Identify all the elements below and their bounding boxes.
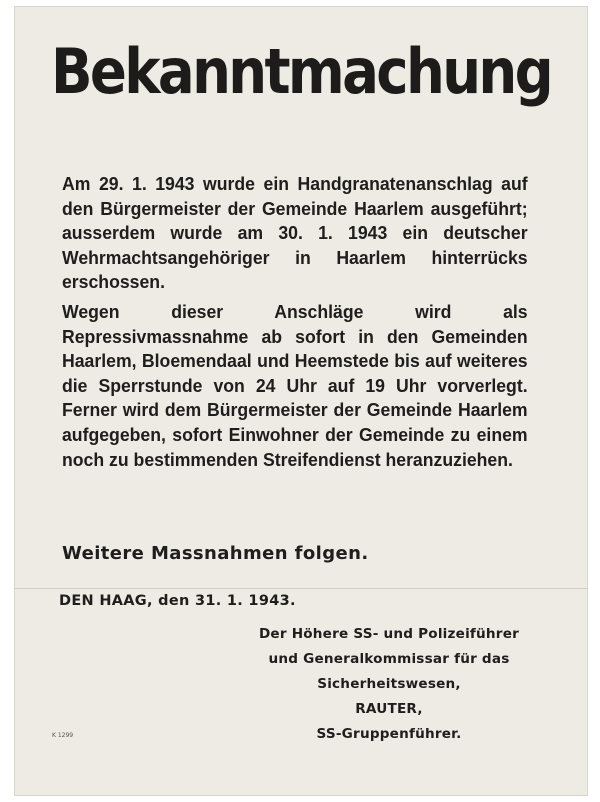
paragraph-attack-report: Am 29. 1. 1943 wurde ein Handgranatenanschlag auf den Bürgermeister der Gemeinde Haarlem ausgeführt; ausserdem wurde am 30. 1. 1943 ein deutscher Wehrmachtsangehöriger in Haarlem hinterrücks erschossen. <box>62 174 528 293</box>
announcement-body <box>62 172 528 477</box>
signatory-rank: SS-Gruppenführer. <box>316 726 462 742</box>
signature-line-1: Der Höhere SS- und Polizeiführer <box>258 626 520 642</box>
poster-title: Bekanntmachung <box>50 35 552 108</box>
signatory-name: RAUTER, <box>355 701 423 717</box>
paper-fold-line <box>14 588 588 589</box>
poster-sheet <box>14 6 588 796</box>
signature-line-3: Sicherheitswesen, <box>317 676 461 692</box>
further-measures-notice: Weitere Massnahmen folgen. <box>62 543 369 564</box>
print-number: K 1299 <box>52 732 74 739</box>
paragraph-repressive-measures: Wegen dieser Anschläge wird als Repressivmassnahme ab sofort in den Gemeinden Haarlem, Bloemendaal und Heemstede bis auf weiteres die Sperrstunde von 24 Uhr auf 19 Uhr vorverlegt. Ferner wird dem Bürgermeister der Gemeinde Haarlem aufgegeben, sofort Einwohner der Gemeinde zu einem noch zu bestimmenden Streifendienst heranzuziehen. <box>62 301 528 470</box>
signature-line-2: und Generalkommissar für das <box>268 651 510 667</box>
place-and-date: DEN HAAG, den 31. 1. 1943. <box>59 593 296 609</box>
